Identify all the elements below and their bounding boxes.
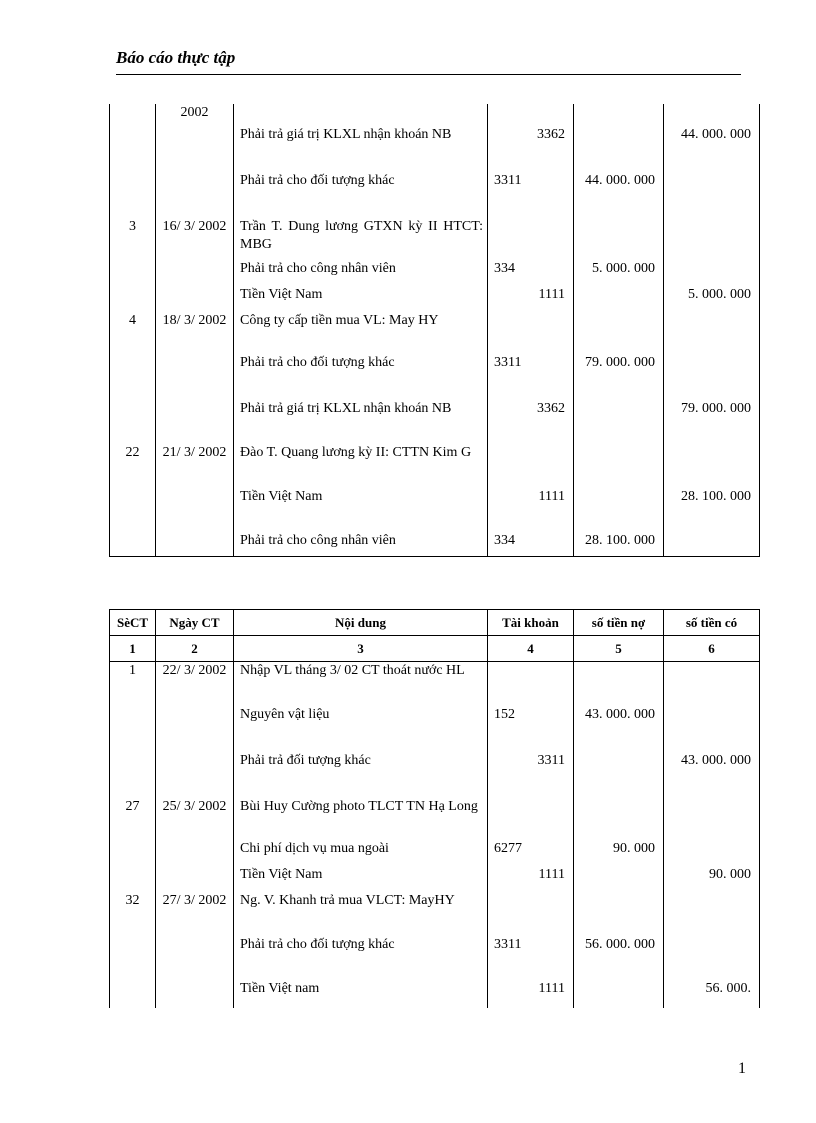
cell-ngay-ct xyxy=(156,980,234,1008)
cell-so-tien-co xyxy=(664,706,760,752)
cell-so-tien-co: 43. 000. 000 xyxy=(664,752,760,798)
cell-tai-khoan xyxy=(488,892,574,936)
cell-so-tien-no: 43. 000. 000 xyxy=(574,706,664,752)
cell-so-ct xyxy=(110,104,156,126)
cell-noi-dung: Tiền Việt Nam xyxy=(234,488,488,532)
cell-so-tien-co: 28. 100. 000 xyxy=(664,488,760,532)
col-number: 3 xyxy=(234,636,488,662)
cell-so-tien-co xyxy=(664,172,760,218)
cell-so-tien-co xyxy=(664,260,760,286)
cell-so-tien-no: 90. 000 xyxy=(574,840,664,866)
col-header-ngay-ct: Ngày CT xyxy=(156,610,234,636)
cell-so-tien-co xyxy=(664,892,760,936)
table-row xyxy=(110,354,760,400)
cell-so-tien-co: 44. 000. 000 xyxy=(664,126,760,172)
cell-tai-khoan xyxy=(488,312,574,354)
cell-so-ct xyxy=(110,706,156,752)
col-number: 4 xyxy=(488,636,574,662)
col-header-tai-khoan: Tài khoản xyxy=(488,610,574,636)
col-number: 1 xyxy=(110,636,156,662)
cell-so-ct xyxy=(110,126,156,172)
page-number: 1 xyxy=(738,1060,746,1077)
cell-so-ct xyxy=(110,980,156,1008)
cell-ngay-ct xyxy=(156,936,234,980)
cell-so-tien-no: 79. 000. 000 xyxy=(574,354,664,400)
cell-noi-dung: Phải trả giá trị KLXL nhận khoán NB xyxy=(234,126,488,172)
cell-so-tien-no xyxy=(574,126,664,172)
cell-so-tien-no: 5. 000. 000 xyxy=(574,260,664,286)
cell-tai-khoan: 334 xyxy=(488,260,574,286)
cell-so-ct: 22 xyxy=(110,444,156,488)
cell-so-tien-co xyxy=(664,798,760,840)
cell-noi-dung: Trần T. Dung lương GTXN kỳ II HTCT: MBG xyxy=(234,218,488,260)
cell-so-ct: 4 xyxy=(110,312,156,354)
cell-tai-khoan xyxy=(488,662,574,706)
cell-ngay-ct: 27/ 3/ 2002 xyxy=(156,892,234,936)
table-row xyxy=(110,892,760,936)
cell-so-ct xyxy=(110,172,156,218)
cell-so-ct xyxy=(110,532,156,556)
cell-noi-dung: Tiền Việt Nam xyxy=(234,286,488,312)
cell-noi-dung: Phải trả cho đối tượng khác xyxy=(234,354,488,400)
cell-noi-dung: Công ty cấp tiền mua VL: May HY xyxy=(234,312,488,354)
cell-so-tien-no xyxy=(574,218,664,260)
cell-noi-dung: Chi phí dịch vụ mua ngoài xyxy=(234,840,488,866)
cell-so-tien-co xyxy=(664,936,760,980)
cell-so-tien-no xyxy=(574,312,664,354)
cell-so-ct xyxy=(110,936,156,980)
cell-tai-khoan: 3311 xyxy=(488,752,574,798)
cell-so-ct xyxy=(110,354,156,400)
cell-so-tien-co xyxy=(664,532,760,556)
table-row xyxy=(110,840,760,866)
cell-ngay-ct xyxy=(156,400,234,444)
cell-so-ct: 32 xyxy=(110,892,156,936)
table-row xyxy=(110,532,760,556)
cell-so-ct xyxy=(110,866,156,892)
cell-so-tien-co: 79. 000. 000 xyxy=(664,400,760,444)
cell-ngay-ct xyxy=(156,126,234,172)
cell-ngay-ct: 18/ 3/ 2002 xyxy=(156,312,234,354)
cell-ngay-ct xyxy=(156,488,234,532)
col-header-so-tien-no: số tiền nợ xyxy=(574,610,664,636)
cell-so-ct xyxy=(110,286,156,312)
column-number-row xyxy=(110,636,760,662)
cell-tai-khoan: 152 xyxy=(488,706,574,752)
cell-so-tien-no xyxy=(574,866,664,892)
cell-ngay-ct xyxy=(156,260,234,286)
cell-ngay-ct xyxy=(156,752,234,798)
cell-ngay-ct xyxy=(156,840,234,866)
cell-ngay-ct: 25/ 3/ 2002 xyxy=(156,798,234,840)
cell-so-tien-co xyxy=(664,444,760,488)
table-row xyxy=(110,260,760,286)
cell-ngay-ct xyxy=(156,532,234,556)
cell-tai-khoan: 6277 xyxy=(488,840,574,866)
cell-tai-khoan: 3311 xyxy=(488,172,574,218)
col-header-noi-dung: Nội dung xyxy=(234,610,488,636)
cell-so-tien-no xyxy=(574,104,664,126)
cell-tai-khoan xyxy=(488,444,574,488)
cell-so-tien-co xyxy=(664,354,760,400)
cell-so-tien-co: 90. 000 xyxy=(664,866,760,892)
cell-noi-dung: Bùi Huy Cường photo TLCT TN Hạ Long xyxy=(234,798,488,840)
cell-so-ct: 3 xyxy=(110,218,156,260)
table-row xyxy=(110,444,760,488)
col-header-so-tien-co: số tiền có xyxy=(664,610,760,636)
cell-so-ct xyxy=(110,752,156,798)
cell-so-ct: 1 xyxy=(110,662,156,706)
cell-noi-dung xyxy=(234,104,488,126)
cell-tai-khoan xyxy=(488,798,574,840)
cell-ngay-ct xyxy=(156,706,234,752)
cell-noi-dung: Ng. V. Khanh trả mua VLCT: MayHY xyxy=(234,892,488,936)
cell-noi-dung: Đào T. Quang lương kỳ II: CTTN Kim G xyxy=(234,444,488,488)
cell-tai-khoan: 3311 xyxy=(488,936,574,980)
report-title: Báo cáo thực tập xyxy=(116,48,236,67)
cell-noi-dung: Nguyên vật liệu xyxy=(234,706,488,752)
table-row xyxy=(110,172,760,218)
table-row xyxy=(110,662,760,706)
cell-so-tien-no xyxy=(574,980,664,1008)
table-row xyxy=(110,936,760,980)
cell-ngay-ct: 22/ 3/ 2002 xyxy=(156,662,234,706)
table-row xyxy=(110,980,760,1008)
cell-so-tien-no: 44. 000. 000 xyxy=(574,172,664,218)
table-row xyxy=(110,706,760,752)
cell-tai-khoan: 3362 xyxy=(488,400,574,444)
cell-noi-dung: Phải trả cho đối tượng khác xyxy=(234,936,488,980)
table-row xyxy=(110,798,760,840)
cell-so-tien-no xyxy=(574,286,664,312)
cell-tai-khoan: 1111 xyxy=(488,488,574,532)
cell-so-tien-co: 56. 000. xyxy=(664,980,760,1008)
cell-ngay-ct xyxy=(156,354,234,400)
cell-so-tien-no xyxy=(574,798,664,840)
table-row xyxy=(110,312,760,354)
table-row xyxy=(110,866,760,892)
cell-so-tien-co xyxy=(664,218,760,260)
cell-noi-dung: Tiền Việt Nam xyxy=(234,866,488,892)
cell-ngay-ct: 16/ 3/ 2002 xyxy=(156,218,234,260)
table-row xyxy=(110,752,760,798)
header-row xyxy=(110,610,760,636)
table-row xyxy=(110,488,760,532)
cell-tai-khoan xyxy=(488,218,574,260)
cell-ngay-ct: 21/ 3/ 2002 xyxy=(156,444,234,488)
ledger-table xyxy=(109,609,760,1008)
cell-tai-khoan: 1111 xyxy=(488,980,574,1008)
table-row xyxy=(110,126,760,172)
cell-ngay-ct: 2002 xyxy=(156,104,234,126)
cell-so-tien-no xyxy=(574,892,664,936)
cell-noi-dung: Tiền Việt nam xyxy=(234,980,488,1008)
col-number: 6 xyxy=(664,636,760,662)
cell-noi-dung: Nhập VL tháng 3/ 02 CT thoát nước HL xyxy=(234,662,488,706)
cell-ngay-ct xyxy=(156,286,234,312)
cell-so-ct: 27 xyxy=(110,798,156,840)
cell-tai-khoan: 1111 xyxy=(488,866,574,892)
cell-so-tien-co: 5. 000. 000 xyxy=(664,286,760,312)
cell-tai-khoan: 334 xyxy=(488,532,574,556)
cell-noi-dung: Phải trả cho công nhân viên xyxy=(234,532,488,556)
table-row xyxy=(110,400,760,444)
cell-so-tien-no xyxy=(574,752,664,798)
cell-tai-khoan: 3311 xyxy=(488,354,574,400)
cell-noi-dung: Phải trả cho công nhân viên xyxy=(234,260,488,286)
cell-so-ct xyxy=(110,488,156,532)
cell-so-tien-no: 28. 100. 000 xyxy=(574,532,664,556)
cell-tai-khoan: 1111 xyxy=(488,286,574,312)
cell-tai-khoan xyxy=(488,104,574,126)
col-number: 2 xyxy=(156,636,234,662)
cell-so-tien-co xyxy=(664,104,760,126)
cell-so-tien-no xyxy=(574,662,664,706)
cell-so-ct xyxy=(110,400,156,444)
cell-ngay-ct xyxy=(156,172,234,218)
table-row xyxy=(110,218,760,260)
ledger-table-continued xyxy=(109,104,760,557)
table-row xyxy=(110,104,760,126)
header-divider xyxy=(116,74,741,75)
cell-noi-dung: Phải trả cho đối tượng khác xyxy=(234,172,488,218)
col-header-so-ct: SèCT xyxy=(110,610,156,636)
cell-so-tien-no xyxy=(574,400,664,444)
cell-ngay-ct xyxy=(156,866,234,892)
cell-so-tien-no xyxy=(574,488,664,532)
cell-noi-dung: Phải trả giá trị KLXL nhận khoán NB xyxy=(234,400,488,444)
cell-so-ct xyxy=(110,840,156,866)
cell-so-tien-co xyxy=(664,662,760,706)
table-row xyxy=(110,286,760,312)
cell-so-ct xyxy=(110,260,156,286)
cell-tai-khoan: 3362 xyxy=(488,126,574,172)
cell-so-tien-no xyxy=(574,444,664,488)
col-number: 5 xyxy=(574,636,664,662)
cell-so-tien-co xyxy=(664,312,760,354)
cell-so-tien-co xyxy=(664,840,760,866)
cell-so-tien-no: 56. 000. 000 xyxy=(574,936,664,980)
cell-noi-dung: Phải trả đối tượng khác xyxy=(234,752,488,798)
